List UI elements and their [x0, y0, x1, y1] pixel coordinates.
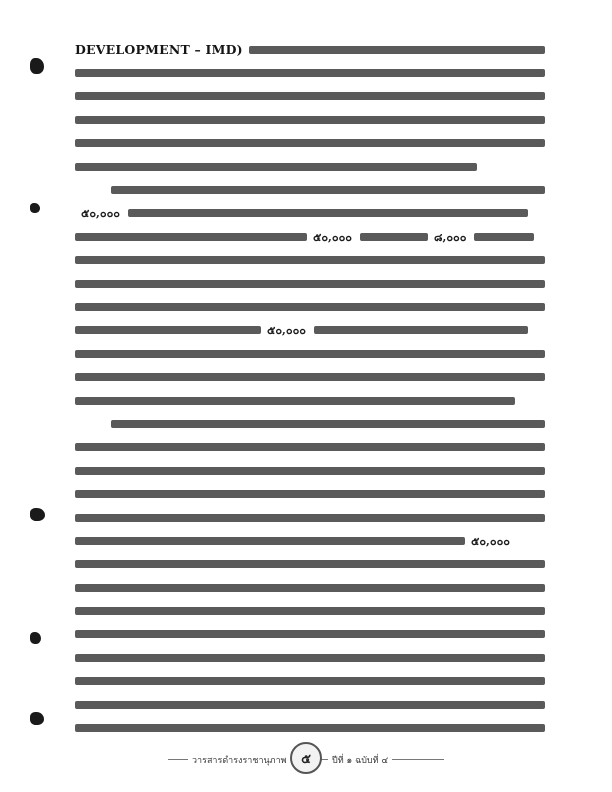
text-line [75, 342, 545, 365]
footer-journal-name: วารสารดำรงราชานุภาพ [188, 753, 291, 767]
text-line-content [128, 209, 528, 217]
text-line-content [75, 701, 545, 709]
page-number: ๕ [290, 742, 322, 774]
body-text [75, 38, 545, 740]
text-line [75, 365, 545, 388]
margin-smudge [30, 632, 41, 644]
budget-figure: ๘,๐๐๐ [434, 230, 467, 244]
text-line [75, 225, 545, 248]
text-line [75, 529, 545, 552]
text-line [75, 482, 545, 505]
text-line-content [75, 69, 545, 77]
text-line-content [75, 233, 307, 241]
text-line [75, 202, 545, 225]
text-line-content [75, 560, 545, 568]
text-line-content [75, 139, 545, 147]
text-line [75, 38, 545, 61]
text-line [75, 506, 545, 529]
text-line [75, 623, 545, 646]
text-line-content [75, 92, 545, 100]
margin-smudge [30, 203, 40, 213]
text-line [75, 272, 545, 295]
text-line-content [249, 46, 545, 54]
text-line [75, 599, 545, 622]
text-line [75, 319, 545, 342]
page-footer [0, 748, 612, 778]
margin-smudge [30, 508, 45, 521]
text-line [75, 61, 545, 84]
text-line-content [75, 373, 545, 381]
text-line [75, 178, 545, 201]
text-line-content [75, 326, 261, 334]
text-line-content [75, 514, 545, 522]
text-line [75, 693, 545, 716]
text-line-content [75, 537, 465, 545]
text-line [75, 389, 545, 412]
text-line-content [75, 677, 545, 685]
text-line-content [75, 350, 545, 358]
text-line-content [75, 724, 545, 732]
text-line [75, 85, 545, 108]
text-line-content [111, 420, 545, 428]
text-line-content [75, 280, 545, 288]
margin-smudge [30, 58, 44, 74]
text-line [75, 249, 545, 272]
text-line [75, 412, 545, 435]
text-line-content [75, 467, 545, 475]
text-line [75, 132, 545, 155]
margin-smudge [30, 712, 44, 725]
text-line [75, 576, 545, 599]
text-line-content [314, 326, 528, 334]
text-line-content [75, 256, 545, 264]
text-line-content [75, 163, 477, 171]
text-line [75, 155, 545, 178]
text-line-content [75, 116, 545, 124]
text-line-content [75, 630, 545, 638]
budget-figure: ๕๐,๐๐๐ [81, 207, 121, 221]
text-line-content [111, 186, 545, 194]
text-line [75, 553, 545, 576]
text-line [75, 108, 545, 131]
footer-issue: ปีที่ ๑ ฉบับที่ ๔ [328, 753, 392, 767]
text-line [75, 436, 545, 459]
text-line [75, 716, 545, 739]
text-line-content [75, 584, 545, 592]
budget-figure: ๕๐,๐๐๐ [471, 534, 511, 548]
text-line [75, 295, 545, 318]
text-line-content [474, 233, 534, 241]
text-line-content [75, 397, 515, 405]
first-line-prefix: DEVELOPMENT – IMD) [75, 42, 243, 58]
text-line-content [360, 233, 428, 241]
budget-figure: ๕๐,๐๐๐ [267, 324, 307, 338]
text-line [75, 670, 545, 693]
text-line-content [75, 303, 545, 311]
text-line-content [75, 490, 545, 498]
budget-figure: ๕๐,๐๐๐ [313, 230, 353, 244]
text-line-content [75, 443, 545, 451]
text-line-content [75, 607, 545, 615]
text-line [75, 646, 545, 669]
text-line [75, 459, 545, 482]
text-line-content [75, 654, 545, 662]
